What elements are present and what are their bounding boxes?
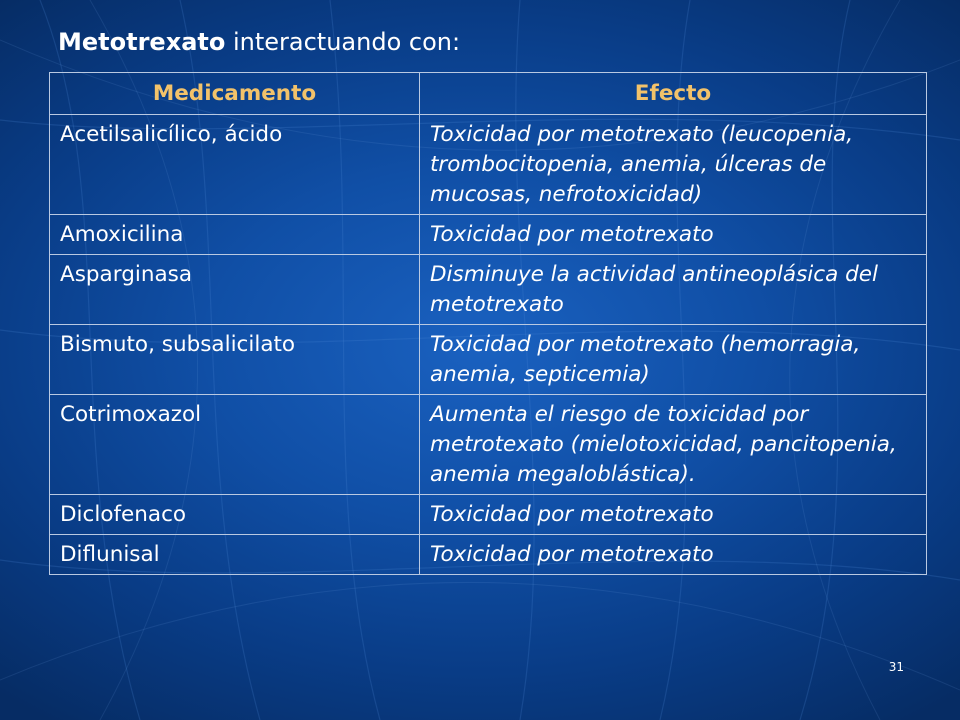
effect-cell: Aumenta el riesgo de toxicidad por metrotexato (mielotoxicidad, pancitopenia, anemia megaloblástica). [420, 395, 927, 495]
slide-number: 31 [888, 660, 904, 674]
effect-cell: Toxicidad por metotrexato [420, 215, 927, 255]
effect-cell: Toxicidad por metotrexato [420, 535, 927, 575]
effect-cell: Toxicidad por metotrexato (hemorragia, anemia, septicemia) [420, 325, 927, 395]
drug-cell: Acetilsalicílico, ácido [50, 115, 420, 215]
table-row [50, 395, 927, 495]
drug-cell: Amoxicilina [50, 215, 420, 255]
title-suffix: interactuando con: [225, 28, 461, 56]
interactions-table [49, 72, 927, 575]
effect-cell: Disminuye la actividad antineoplásica del metotrexato [420, 255, 927, 325]
drug-cell: Diclofenaco [50, 495, 420, 535]
table-row [50, 325, 927, 395]
table-row [50, 535, 927, 575]
drug-cell: Asparginasa [50, 255, 420, 325]
table-row [50, 215, 927, 255]
header-efecto: Efecto [420, 73, 927, 115]
effect-cell: Toxicidad por metotrexato (leucopenia, trombocitopenia, anemia, úlceras de mucosas, nefrotoxicidad) [420, 115, 927, 215]
table-row [50, 115, 927, 215]
header-medicamento: Medicamento [50, 73, 420, 115]
drug-cell: Diflunisal [50, 535, 420, 575]
effect-cell: Toxicidad por metotrexato [420, 495, 927, 535]
drug-cell: Bismuto, subsalicilato [50, 325, 420, 395]
table-header-row [50, 73, 927, 115]
slide-title [58, 26, 460, 58]
title-drug-name: Metotrexato [58, 28, 226, 56]
table-row [50, 255, 927, 325]
drug-cell: Cotrimoxazol [50, 395, 420, 495]
table-row [50, 495, 927, 535]
